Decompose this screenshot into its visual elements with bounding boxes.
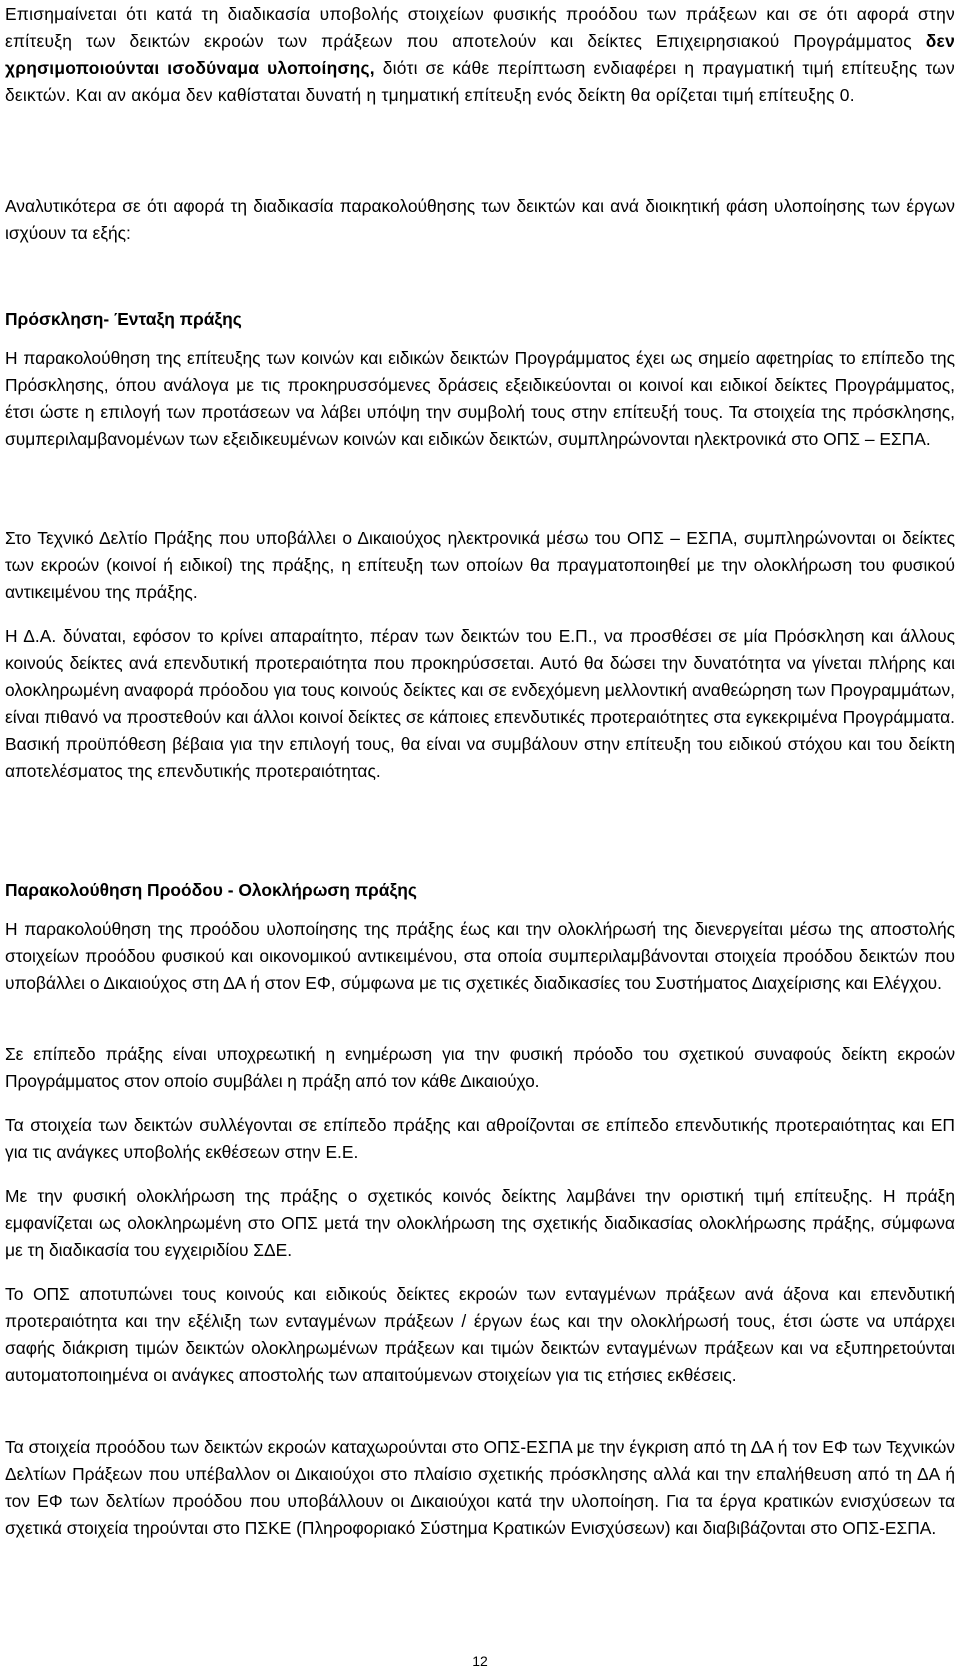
paragraph: Η παρακολούθηση της επίτευξης των κοινών και ειδικών δεικτών Προγράμματος έχει ως σημείο αφετηρίας το επίπεδο της Πρόσκλησης, όπου ανάλογα με τις προκηρυσσόμενες δράσεις εξειδικεύονται οι κοινοί και ειδικοί δείκτες Προγράμματος, έτσι ώστε η επιλογή των προτάσεων να λάβει υπόψη την συμβολή τους στην επίτευξή τους. Τα στοιχεία της πρόσκλησης, συμπεριλαμβανομένων των εξειδικευμένων κοινών και ειδικών δεικτών, συμπληρώνονται ηλεκτρονικά στο ΟΠΣ – ΕΣΠΑ.: [5, 348, 955, 449]
paragraph: Τα στοιχεία προόδου των δεικτών εκροών καταχωρούνται στο ΟΠΣ-ΕΣΠΑ με την έγκριση από τη ΔΑ ή τον ΕΦ των Τεχνικών Δελτίων Πράξεων που υπέβαλλον οι Δικαιούχοι στο πλαίσιο σχετικής πρόσκλησης αλλά και την επαλήθευση από τη ΔΑ ή τον ΕΦ των δελτίων προόδου που υποβάλλουν οι Δικαιούχοι κατά την υλοποίηση. Για τα έργα κρατικών ενισχύσεων τα σχετικά στοιχεία τηρούνται στο ΠΣΚΕ (Πληροφοριακό Σύστημα Κρατικών Ενισχύσεων) και διαβιβάζονται στο ΟΠΣ-ΕΣΠΑ.: [5, 1437, 955, 1538]
paragraph: Σε επίπεδο πράξης είναι υποχρεωτική η ενημέρωση για την φυσική πρόοδο του σχετικού συναφούς δείκτη εκροών Προγράμματος στον οποίο συμβάλει η πράξη από τον κάθε Δικαιούχο.: [5, 1044, 955, 1091]
intro-paragraph: [5, 1, 955, 109]
paragraph: Στο Τεχνικό Δελτίο Πράξης που υποβάλλει ο Δικαιούχος ηλεκτρονικά μέσω του ΟΠΣ – ΕΣΠΑ, συμπληρώνονται οι δείκτες των εκροών (κοινοί ή ειδικοί) της πράξης, η επίτευξη των οποίων θα πραγματοποιηθεί με την ολοκλήρωση του φυσικού αντικειμένου της πράξης.: [5, 528, 955, 602]
intro-bold-text: δεν χρησιμοποιούνται ισοδύναμα υλοποίησης,: [5, 31, 955, 78]
paragraph: Το ΟΠΣ αποτυπώνει τους κοινούς και ειδικούς δείκτες εκροών των ενταγμένων πράξεων ανά άξονα και επενδυτική προτεραιότητα και την εξέλιξη των ενταγμένων πράξεων / έργων έως και την ολοκλήρωσή τους, έτσι ώστε να υπάρχει σαφής διάκριση τιμών δεικτών ολοκληρωμένων πράξεων και τιμών δεικτών ενταγμένων πράξεων και να εξυπηρετούνται αυτοματοποιημένα οι ανάγκες αποστολής των απαιτούμενων στοιχείων για τις ετήσιες εκθέσεις.: [5, 1284, 955, 1385]
intro-text-end: διότι σε κάθε περίπτωση ενδιαφέρει η πραγματική τιμή επίτευξης των δεικτών. Και αν ακόμα δεν καθίσταται δυνατή η τμηματική επίτευξη ενός δείκτη θα ορίζεται τιμή επίτευξης 0.: [5, 58, 955, 105]
section-heading-invitation: Πρόσκληση- Ένταξη πράξης: [5, 309, 242, 329]
section-heading-progress: Παρακολούθηση Προόδου - Ολοκλήρωση πράξης: [5, 880, 417, 900]
paragraph: Η Δ.Α. δύναται, εφόσον το κρίνει απαραίτητο, πέραν των δεικτών του Ε.Π., να προσθέσει σε μία Πρόσκληση και άλλους κοινούς δείκτες ανά επενδυτική προτεραιότητα που προκηρύσσεται. Αυτό θα δώσει την δυνατότητα να γίνεται πλήρης και ολοκληρωμένη αναφορά πρόοδου για τους κοινούς δείκτες και σε ενδεχόμενη μελλοντική αναθεώρηση των Προγραμμάτων, είναι πιθανό να προστεθούν και άλλοι κοινοί δείκτες σε κάποιες επενδυτικές προτεραιότητες στα εγκεκριμένα Προγράμματα. Βασική προϋπόθεση βέβαια για την επιλογή τους, θα είναι να συμβάλουν στην επίτευξη του ειδικού στόχου και του δείκτη αποτελέσματος της επενδυτικής προτεραιότητας.: [5, 626, 955, 781]
analysis-intro-paragraph: Αναλυτικότερα σε ότι αφορά τη διαδικασία παρακολούθησης των δεικτών και ανά διοικητική φάση υλοποίησης των έργων ισχύουν τα εξής:: [5, 196, 955, 243]
paragraph: Τα στοιχεία των δεικτών συλλέγονται σε επίπεδο πράξης και αθροίζονται σε επίπεδο επενδυτικής προτεραιότητας και ΕΠ για τις ανάγκες υποβολής εκθέσεων στην Ε.Ε.: [5, 1115, 955, 1162]
paragraph: Με την φυσική ολοκλήρωση της πράξης ο σχετικός κοινός δείκτης λαμβάνει την οριστική τιμή επίτευξης. Η πράξη εμφανίζεται ως ολοκληρωμένη στο ΟΠΣ μετά την ολοκλήρωση της σχετικής διαδικασίας ολοκλήρωσης πράξης, σύμφωνα με τη διαδικασία του εγχειριδίου ΣΔΕ.: [5, 1186, 955, 1260]
page-number: 12: [472, 1653, 488, 1669]
intro-text-start: Επισημαίνεται ότι κατά τη διαδικασία υποβολής στοιχείων φυσικής προόδου των πράξεων και σε ότι αφορά στην επίτευξη των δεικτών εκροών των πράξεων που αποτελούν και δείκτες Επιχειρησιακού Προγράμματος: [5, 4, 955, 51]
paragraph: Η παρακολούθηση της προόδου υλοποίησης της πράξης έως και την ολοκλήρωσή της διενεργείται μέσω της αποστολής στοιχείων προόδου φυσικού και οικονομικού αντικειμένου, στα οποία συμπεριλαμβάνονται στοιχεία προόδου δεικτών που υποβάλλει ο Δικαιούχος στη ΔΑ ή στον ΕΦ, σύμφωνα με τις σχετικές διαδικασίες του Συστήματος Διαχείρισης και Ελέγχου.: [5, 919, 955, 993]
